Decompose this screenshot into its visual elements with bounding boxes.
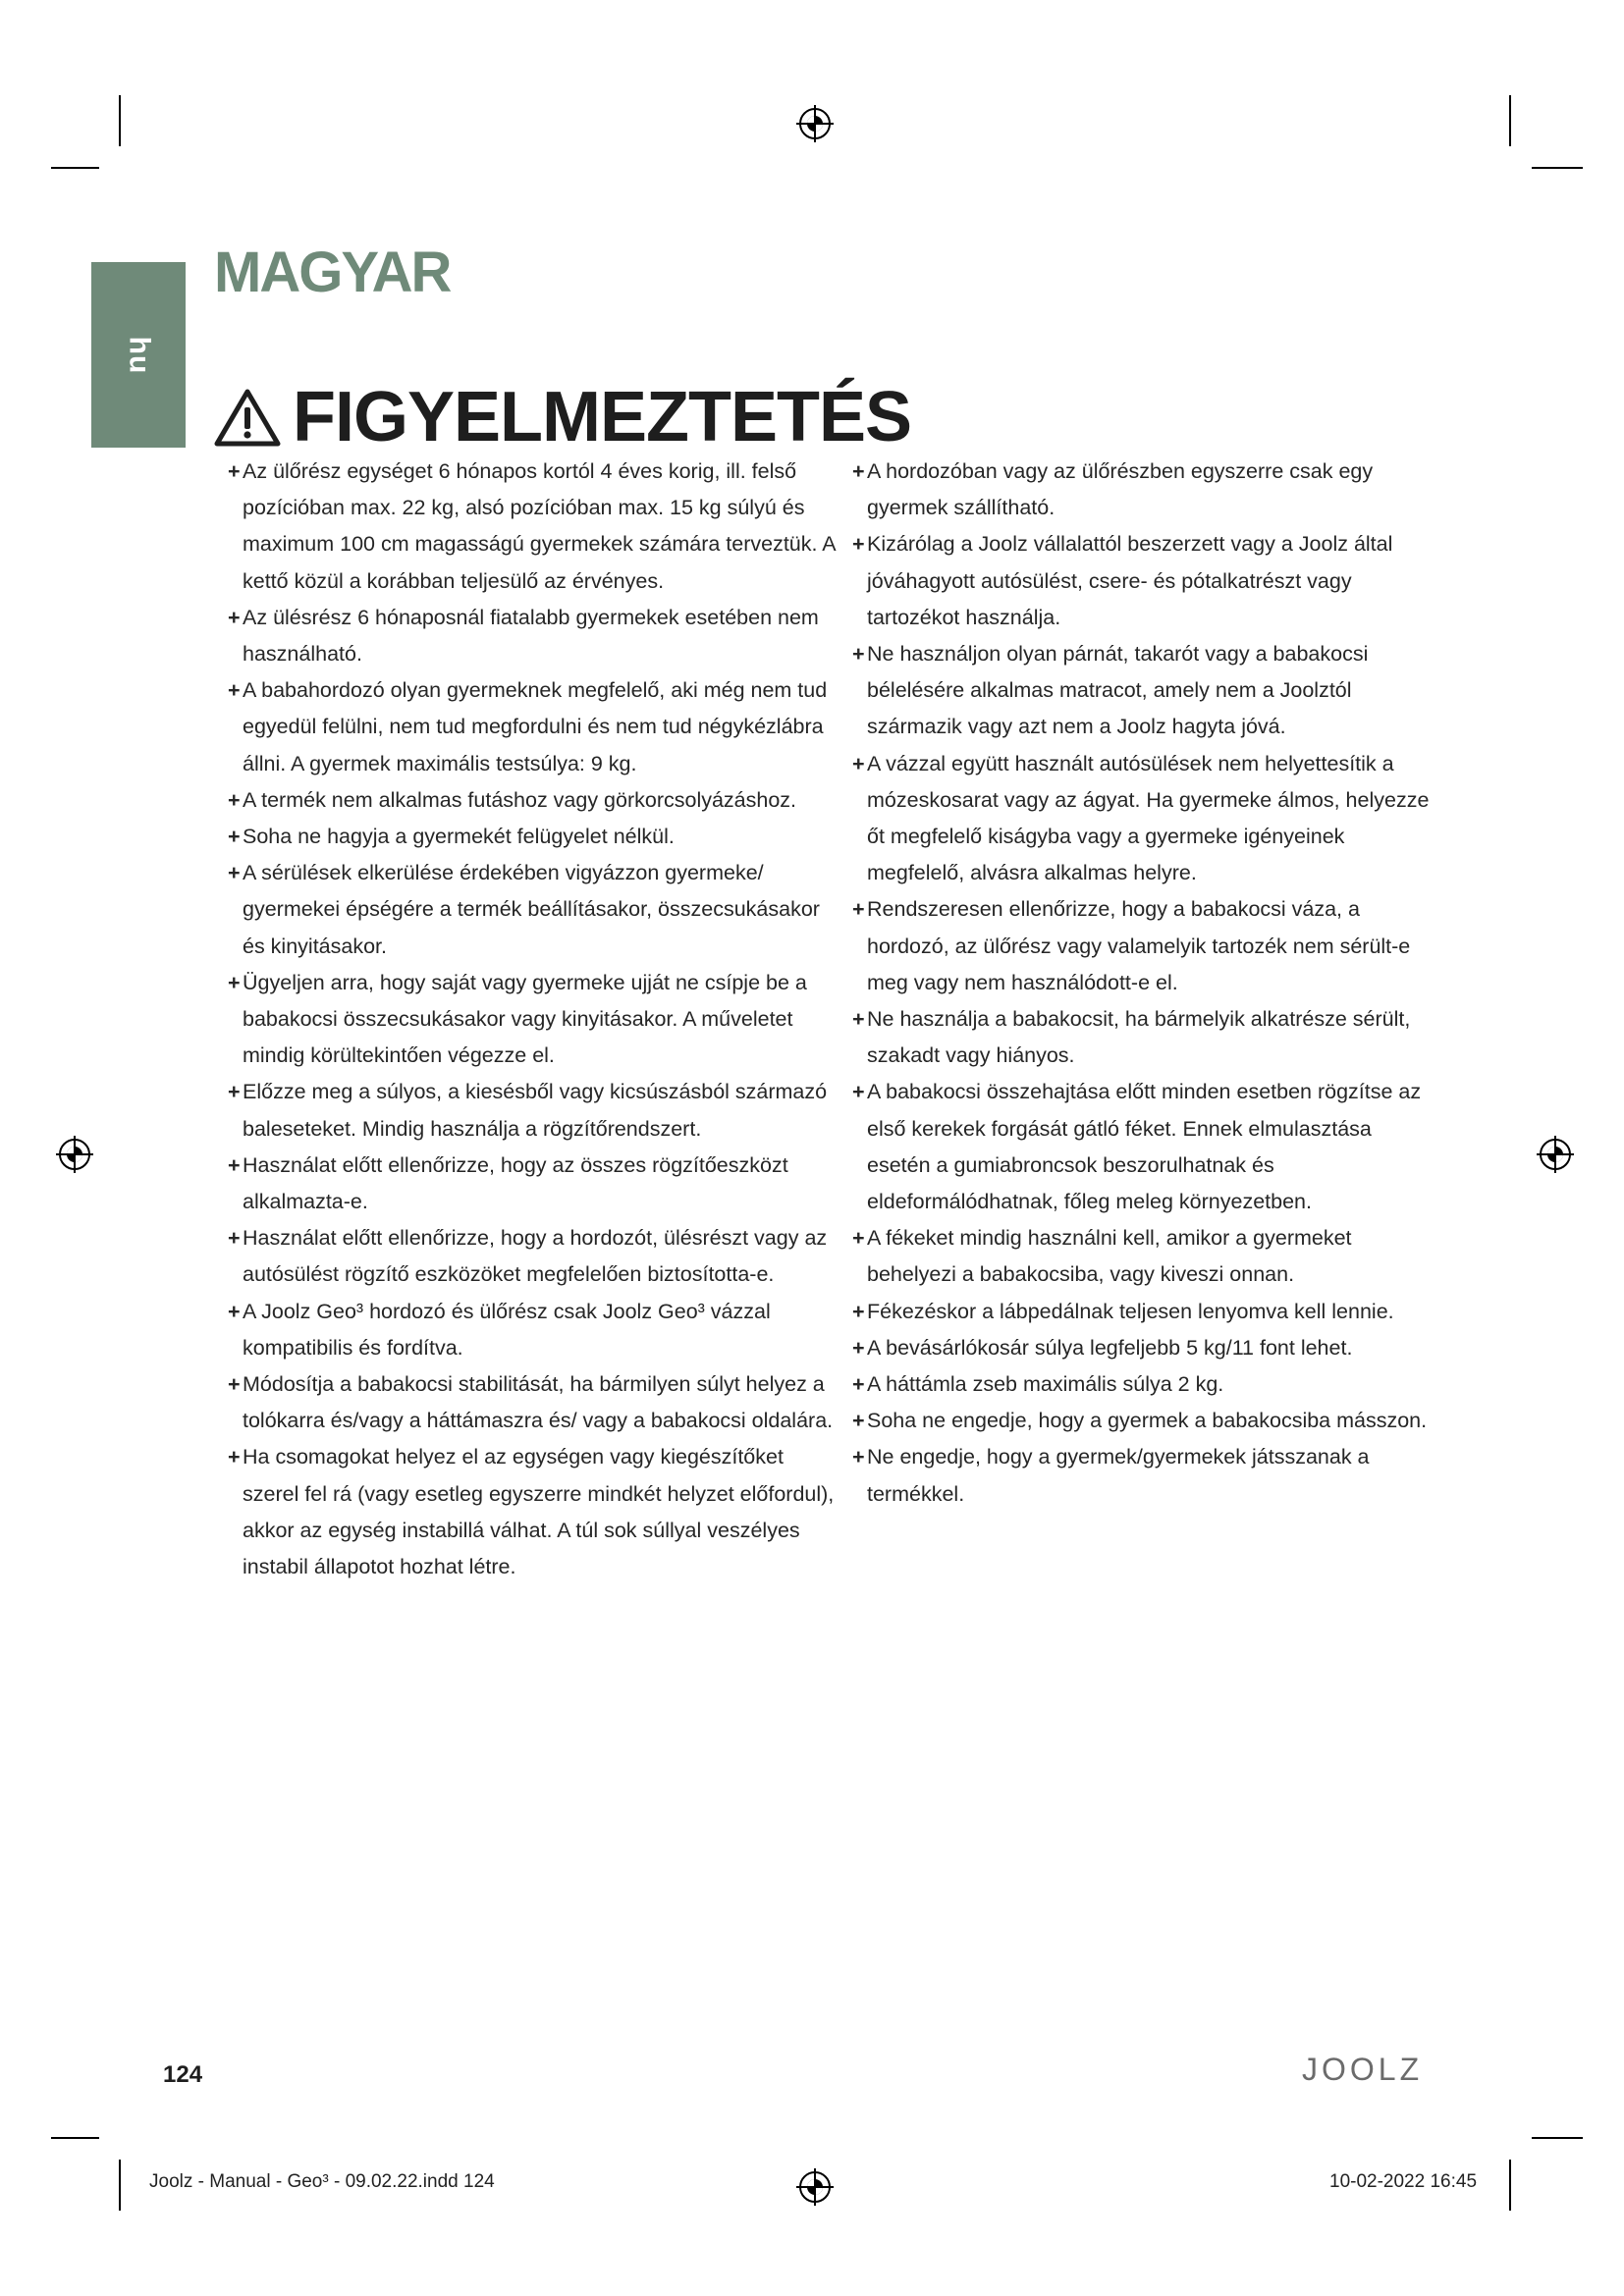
list-item: + Ügyeljen arra, hogy saját vagy gyermeke ujját ne csípje be a babakocsi összecsukásakor vagy kinyitásakor. A műveletet mindig körültekintően végezze el. [228,965,837,1075]
list-item: + Kizárólag a Joolz vállalattól beszerzett vagy a Joolz által jóváhagyott autósülést, csere- és pótalkatrészt vagy tartozékot használja. [852,526,1432,636]
list-item: + Az ülőrész egységet 6 hónapos kortól 4 éves korig, ill. felső pozícióban max. 22 kg, alsó pozícióban max. 15 kg súlyú és maximum 100 cm magasságú gyermekek számára terveztük. A kettő közül a korábban teljesülő az érvényes. [228,454,837,600]
language-title: MAGYAR [214,240,451,304]
list-item: + Használat előtt ellenőrizze, hogy a hordozót, ülésrészt vagy az autósülést rögzítő eszközöket megfelelően biztosította-e. [228,1220,837,1293]
list-item: + A babahordozó olyan gyermeknek megfelelő, aki még nem tud egyedül felülni, nem tud megfordulni és nem tud négykézlábra állni. A gyermek maximális testsúlya: 9 kg. [228,672,837,782]
crop-mark-bottom-right-v [1509,2160,1511,2211]
list-item: + Módosítja a babakocsi stabilitását, ha bármilyen súlyt helyez a tolókarra és/vagy a háttámaszra és/ vagy a babakocsi oldalára. [228,1366,837,1439]
crop-mark-top-left-h [51,167,99,169]
list-item: + A termék nem alkalmas futáshoz vagy görkorcsolyázáshoz. [228,782,837,819]
list-item: + A bevásárlókosár súlya legfeljebb 5 kg/11 font lehet. [852,1330,1432,1366]
language-code: hu [123,336,155,374]
list-item: + Ne használja a babakocsit, ha bármelyik alkatrésze sérült, szakadt vagy hiányos. [852,1001,1432,1074]
crop-mark-bottom-left-h [51,2137,99,2139]
list-item: + Ha csomagokat helyez el az egységen vagy kiegészítőket szerel fel rá (vagy esetleg egyszerre mindkét helyzet előfordul), akkor az egység instabillá válhat. A túl sok súllyal veszélyes instabil állapotot hozhat létre. [228,1439,837,1585]
warning-heading [214,378,911,456]
list-item: + A babakocsi összehajtása előtt minden esetben rögzítse az első kerekek forgását gátló féket. Ennek elmulasztása esetén a gumiabroncsok beszorulhatnak és eldeformálódhatnak, főleg meleg környezetben. [852,1074,1432,1220]
list-item: + A sérülések elkerülése érdekében vigyázzon gyermeke/ gyermekei épségére a termék beállításakor, összecsukásakor és kinyitásakor. [228,855,837,965]
crop-mark-top-right-v [1509,95,1511,146]
page-number: 124 [163,2061,203,2088]
list-item: + Rendszeresen ellenőrizze, hogy a babakocsi váza, a hordozó, az ülőrész vagy valamelyik tartozék nem sérült-e meg vagy nem használódott-e el. [852,891,1432,1001]
list-item: + Előzze meg a súlyos, a kiesésből vagy kicsúszásból származó baleseteket. Mindig használja a rögzítőrendszert. [228,1074,837,1147]
list-item: + Fékezéskor a lábpedálnak teljesen lenyomva kell lennie. [852,1294,1432,1330]
crop-mark-top-right-h [1532,167,1583,169]
list-item: + A vázzal együtt használt autósülések nem helyettesítik a mózeskosarat vagy az ágyat. Ha gyermeke álmos, helyezze őt megfelelő kiságyba vagy a gyermeke igényeinek megfelelő, alvásra alkalmas helyre. [852,746,1432,892]
list-item: + Ne használjon olyan párnát, takarót vagy a babakocsi bélelésére alkalmas matracot, amely nem a Joolztól származik vagy azt nem a Joolz hagyta jóvá. [852,636,1432,746]
warnings-list-right [852,454,1432,1513]
language-tab [91,262,186,448]
warnings-list-left [228,454,837,1585]
registration-target-icon [795,2167,835,2207]
print-slug-date: 10-02-2022 16:45 [1329,2171,1478,2192]
list-item: + A háttámla zseb maximális súlya 2 kg. [852,1366,1432,1403]
list-item: + Soha ne engedje, hogy a gyermek a babakocsiba másszon. [852,1403,1432,1439]
list-item: + A fékeket mindig használni kell, amikor a gyermeket behelyezi a babakocsiba, vagy kiveszi onnan. [852,1220,1432,1293]
list-item: + Ne engedje, hogy a gyermek/gyermekek játsszanak a termékkel. [852,1439,1432,1512]
crop-mark-bottom-right-h [1532,2137,1583,2139]
warning-title: FIGYELMEZTETÉS [293,378,912,456]
list-item: + A Joolz Geo³ hordozó és ülőrész csak Joolz Geo³ vázzal kompatibilis és fordítva. [228,1294,837,1366]
list-item: + Használat előtt ellenőrizze, hogy az összes rögzítőeszközt alkalmazta-e. [228,1148,837,1220]
crop-mark-bottom-left-v [119,2160,121,2211]
registration-target-icon [55,1135,94,1174]
print-slug-file: Joolz - Manual - Geo³ - 09.02.22.indd 124 [149,2171,495,2192]
registration-target-icon [1536,1135,1575,1174]
crop-mark-top-left-v [119,95,121,146]
registration-target-icon [795,104,835,143]
list-item: + Soha ne hagyja a gyermekét felügyelet nélkül. [228,819,837,855]
list-item: + Az ülésrész 6 hónaposnál fiatalabb gyermekek esetében nem használható. [228,600,837,672]
brand-logo: JOOLZ [1302,2052,1424,2087]
warning-triangle-icon [214,388,281,447]
list-item: + A hordozóban vagy az ülőrészben egyszerre csak egy gyermek szállítható. [852,454,1432,526]
